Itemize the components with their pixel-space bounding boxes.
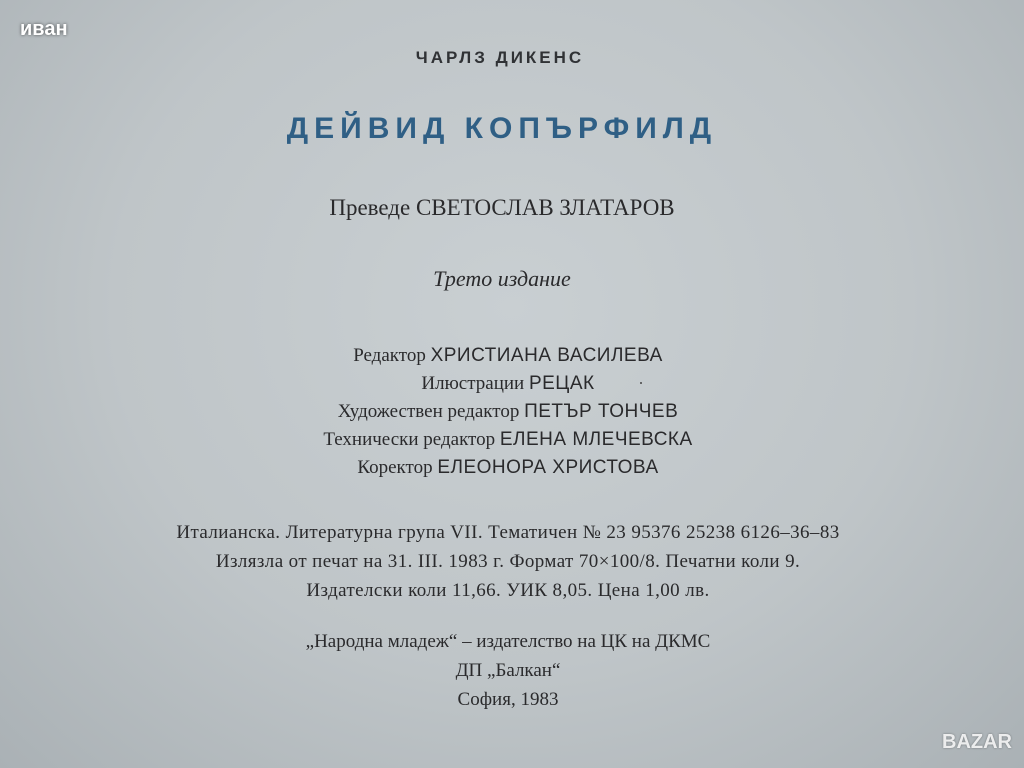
credits-block (0, 342, 1016, 482)
credit-line-technical-editor (0, 426, 1016, 454)
publication-place-year: София, 1983 (457, 689, 559, 710)
printing-house: ДП „Балкан“ (455, 660, 561, 681)
credit-name: ПЕТЪР ТОНЧЕВ (524, 401, 679, 422)
translator-name: СВЕТОСЛАВ ЗЛАТАРОВ (415, 195, 675, 220)
author-name: ЧАРЛЗ ДИКЕНС (415, 48, 585, 67)
book-title: ДЕЙВИД КОПЪРФИЛД (286, 112, 718, 145)
credit-role: Редактор (353, 345, 426, 366)
pubinfo-line: Излязла от печат на 31. III. 1983 г. Формат 70×100/8. Печатни коли 9. (215, 551, 801, 572)
credit-name: РЕЦАК (528, 373, 595, 394)
credit-name: ХРИСТИАНА ВАСИЛЕВА (430, 345, 663, 366)
credit-line-proofreader (0, 454, 1016, 482)
credit-name: ЕЛЕНА МЛЕЧЕВСКА (499, 429, 693, 450)
credit-line-art-editor (0, 398, 1016, 426)
seller-watermark: иван (20, 18, 68, 40)
pubinfo-line: Издателски коли 11,66. УИК 8,05. Цена 1,00 лв. (306, 580, 710, 601)
credit-role: Илюстрации (421, 373, 525, 394)
edition-label: Трето издание (433, 266, 571, 291)
publisher-block (0, 627, 1016, 714)
print-speck (640, 382, 642, 384)
credit-line-editor (0, 342, 1016, 370)
pubinfo-line: Италианска. Литературна група VII. Тематичен № 23 95376 25238 6126–36–83 (176, 522, 840, 543)
translator-role: Преведе (329, 195, 411, 220)
credit-role: Коректор (357, 457, 433, 478)
credit-role: Технически редактор (323, 429, 496, 450)
credit-line-illustrations (0, 370, 1016, 398)
bazar-logo: BAZAR (942, 731, 1012, 753)
credit-name: ЕЛЕОНОРА ХРИСТОВА (437, 457, 659, 478)
publisher-name: „Народна младеж“ – издателство на ЦК на ДКМС (305, 631, 711, 652)
translator-line (0, 195, 1004, 221)
publication-info (0, 518, 1016, 605)
credit-role: Художествен редактор (337, 401, 520, 422)
